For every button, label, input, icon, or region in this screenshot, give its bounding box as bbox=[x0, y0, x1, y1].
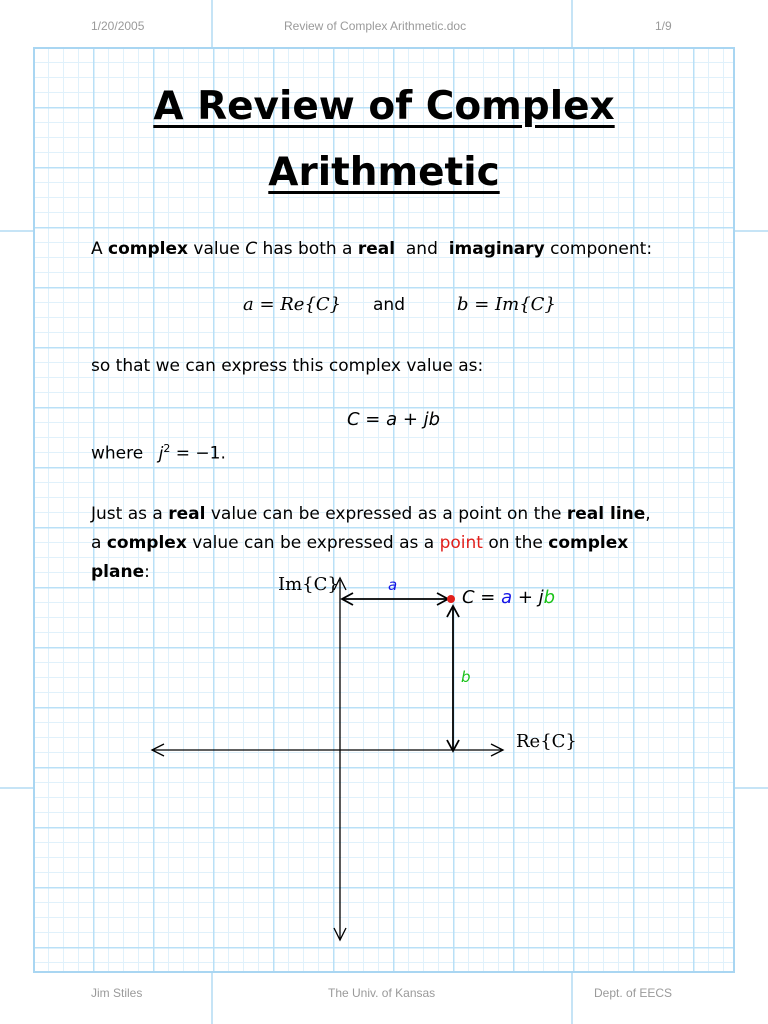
var-j: j bbox=[158, 443, 164, 464]
header-filename: Review of Complex Arithmetic.doc bbox=[284, 19, 467, 33]
footer-university: The Univ. of Kansas bbox=[328, 986, 436, 1000]
and-text: and bbox=[373, 295, 405, 315]
re-axis-label: Re{C} bbox=[516, 731, 577, 752]
footer-department: Dept. of EECS bbox=[594, 986, 673, 1000]
a-label: a bbox=[388, 576, 398, 594]
text: and bbox=[395, 239, 449, 259]
term-real: real bbox=[357, 239, 396, 259]
text: has both a bbox=[257, 239, 358, 259]
text: : bbox=[144, 562, 150, 582]
point-label bbox=[462, 587, 555, 608]
b-label: b bbox=[461, 668, 471, 686]
var-C: C bbox=[462, 587, 475, 608]
header-date: 1/20/2005 bbox=[91, 19, 145, 33]
var-b: b bbox=[543, 587, 556, 608]
text: = bbox=[474, 587, 502, 608]
term-real-line: real line bbox=[566, 504, 646, 524]
text: = −1. bbox=[170, 443, 226, 464]
text: a bbox=[91, 533, 107, 553]
im-axis-label: Im{C} bbox=[278, 574, 339, 595]
page-title-line2: Arithmetic bbox=[268, 150, 500, 195]
term-complex: complex bbox=[548, 533, 629, 553]
point-marker bbox=[447, 595, 455, 603]
exponent: 2 bbox=[163, 442, 171, 455]
term-point: point bbox=[439, 533, 483, 553]
text: , bbox=[645, 504, 651, 524]
so-that-text: so that we can express this complex value as: bbox=[91, 356, 484, 376]
text: value can be expressed as a point on the bbox=[205, 504, 567, 524]
c-equation: C = a + jb bbox=[347, 409, 441, 430]
term-complex: complex bbox=[106, 533, 187, 553]
page-title: A Review of Complex bbox=[153, 84, 615, 129]
text: value can be expressed as a bbox=[186, 533, 440, 553]
text: where bbox=[91, 443, 144, 464]
term-imaginary: imaginary bbox=[448, 239, 545, 259]
term-complex: complex bbox=[108, 239, 189, 259]
text: component: bbox=[544, 239, 653, 259]
page-footer bbox=[0, 976, 768, 1016]
text: value bbox=[188, 239, 246, 259]
var-C: C bbox=[245, 239, 258, 259]
text: + j bbox=[512, 587, 544, 608]
text: A bbox=[91, 239, 109, 259]
a-definition: a = Re{C} bbox=[243, 294, 342, 315]
b-definition: b = Im{C} bbox=[457, 294, 556, 315]
var-a: a bbox=[501, 587, 513, 608]
term-plane: plane bbox=[91, 562, 145, 582]
text: on the bbox=[482, 533, 549, 553]
text: Just as a bbox=[91, 504, 169, 524]
header-page: 1/9 bbox=[655, 19, 672, 33]
term-real: real bbox=[168, 504, 206, 524]
footer-author: Jim Stiles bbox=[91, 986, 143, 1000]
